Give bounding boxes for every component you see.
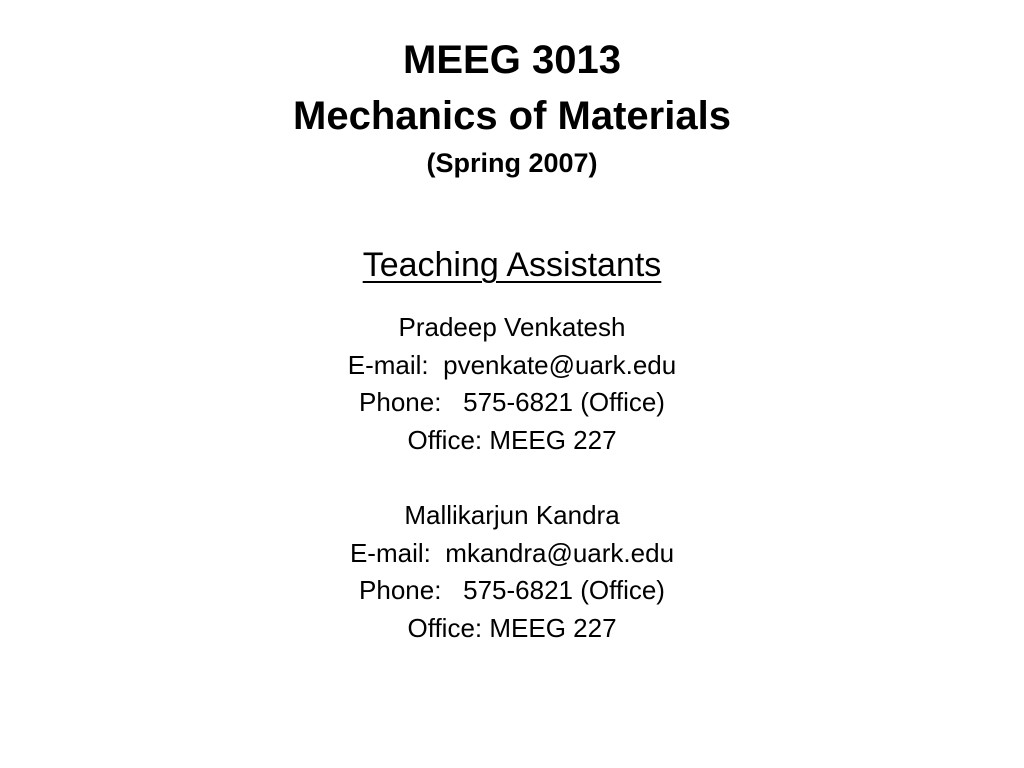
- ta-contact-block: [0, 497, 1024, 647]
- ta-name: Pradeep Venkatesh: [398, 312, 626, 342]
- ta-phone: Phone: 575-6821 (Office): [359, 387, 665, 417]
- teaching-assistants-heading: Teaching Assistants: [362, 246, 662, 284]
- ta-phone: Phone: 575-6821 (Office): [359, 575, 665, 605]
- ta-email: E-mail: mkandra@uark.edu: [349, 537, 675, 568]
- course-name-title: Mechanics of Materials: [293, 94, 731, 138]
- ta-name: Mallikarjun Kandra: [404, 500, 620, 530]
- ta-office: Office: MEEG 227: [407, 424, 617, 455]
- term-subtitle: (Spring 2007): [426, 148, 598, 178]
- ta-contact-block: [0, 309, 1024, 459]
- ta-office: Office: MEEG 227: [407, 612, 617, 643]
- ta-email: E-mail: pvenkate@uark.edu: [347, 349, 677, 380]
- course-code-title: MEEG 3013: [403, 38, 621, 82]
